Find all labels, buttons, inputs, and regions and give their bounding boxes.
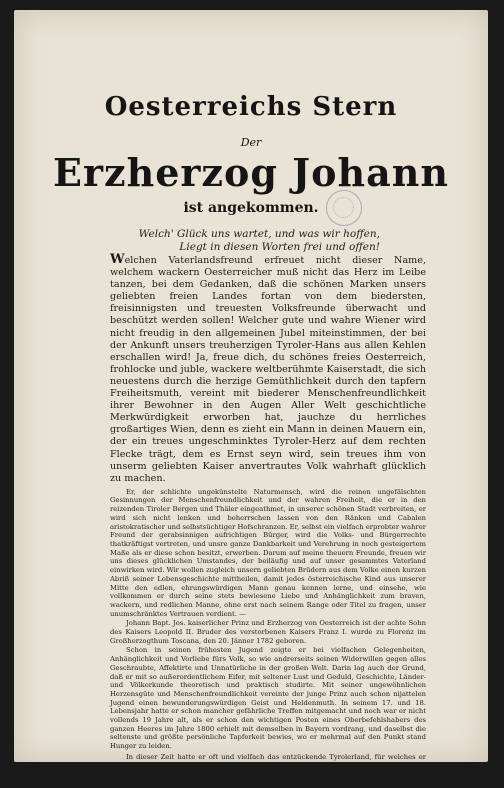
headline-der: Der xyxy=(240,136,262,149)
headline-name: Erzherzog Johann xyxy=(53,150,449,195)
paragraph-2: Er, der schlichte ungekünstelte Naturmensch, wird die reinen ungefälschten Gesinnungen der Menschenfreundlichkeit und der wahren Freiheit, die er in den reizenden Tiroler Bergen und Thäler eingeathmet, in unserer schönen Stadt verbreiten, er wird sich nicht lenken und beherrschen lassen von den Ränken und Cabalen aristokratischer und selbstsüchtiger Hofschranzen. Er, selbst ein vielfach erprobter wahrer Freund der gerabsinnigen aufrichtigen Bürger, wird die Volks- und Bürgerrechte thatkräftigst vertreten, und unsre ganze Dankbarkeit und Verehrung in noch gesteigertem Maße als er diese schon besitzt, erwerben. Darum auf meine theuern Freunde, freuen wir uns dieses glücklichen Umstandes, der beiläufig und auf unser gesammtes Vaterland einwirken wird. Wir wollen zugleich unsern geliebten Brüdern aus dem Volke einen kurzen Abriß seiner Lebensgeschichte mittheilen, damit jedes österreichische Kind aus unserer Mitte den edlen, ehrungswürdigen Mann genau kennen lerne, und einsehe, wie vollkommen er durch seine stets bewiesene Liebe und Anhänglichkeit zum braven, wackern, und redlichen Manne, ohne erst nach seinem Range oder Titel zu fragen, unser unumschränktes Vertrauen verdient. — xyxy=(110,487,426,618)
tagline-line-2: Liegt in diesen Worten frei und offen! xyxy=(179,241,380,253)
library-stamp-icon xyxy=(326,190,362,226)
paragraph-3: Johann Bapt. Jos. kaiserlicher Prinz und Erzherzog von Oesterreich ist der achte Sohn des Kaisers Leopold II. Bruder des verstorbenen Kaisers Franz I. wurde zu Florenz im Großherzogthum Toscana, den 20. Jänner 1782 geboren. xyxy=(110,619,426,645)
broadsheet-paper xyxy=(14,10,488,787)
paragraph-1 xyxy=(110,254,426,485)
paragraph-4: Schon in seinen frühesten Jugend zeigte er bei vielfachen Gelegenheiten, Anhänglichkeit und Vorliebe fürs Volk, so wie andrerseits seinen Widerwillen gegen alles Geschraubte, Affektirte und Unnatürliche in der großen Welt. Darin lag auch der Grund, daß er mit so außerordentlichem Eifer, mit seltener Lust und Geduld, Geschichte, Länder- und Völkerkunde theoretisch und praktisch studirte. Mit seiner ungewöhnlichen Herzensgüte und Menschenfreundlichkeit vereinte der junge Prinz auch schon nijattelen Jugend einen bewunderungswürdigen Geist und Heldenmuth. In seinem 17. und 18. Lebensjahr hatte er schon mancher gefährliche Treffen mitgemacht und noch war er nicht vollends 19 Jahre alt, als er schon den wichtigen Posten eines Oberbefehlshabers des ganzen Heeres im Jahre 1800 erhielt mit demselben in Bayern vordrang, und daselbst die seltenste und größte persönliche Tapferkeit bewies, wo er mehrmal auf den Punkt stand Hunger zu leiden. xyxy=(110,646,426,751)
drop-cap: W xyxy=(110,252,125,267)
headline-title: Oesterreichs Stern xyxy=(104,92,398,122)
paragraph-5: In dieser Zeit hatte er oft und vielfach das entzückende Tyrolerland, für welches er mit aufopfernder Liebe und Hingebung eingenommen war, nach allen Richtungen bereist, wobei er sich jederzeit mit väterlicher Fürsorge für die gemüthlichen Tyroler annahm, und trefflich und xyxy=(110,752,426,787)
tagline xyxy=(100,228,380,254)
paragraph-1-text: elchen Vaterlandsfreund erfreuet nicht dieser Name, welchem wackern Oesterreicher muß nicht das Herz im Leibe tanzen, bei dem Gedanken, daß die schönen Marken unsers geliebten freien Landes fortan von dem biedersten, freisinnigsten und treuesten Volksfreunde überwacht und beschützt werden sollen! Welcher gute und wahre Wiener wird nicht freudig in den allgemeinen Jubel miteinstimmen, der bei der Ankunft unsers treuherzigen Tyroler-Hans aus allen Kehlen erschallen wird! Ja, freue dich, du schönes freies Oesterreich, frohlocke und juble, wackere weltberühmte Kaiserstadt, die sich neuestens durch die herzige Gemüthlichkeit durch den tapfern Freiheitsmuth, vereint mit biederer Menschenfreundlichkeit ihrer Bewohner in den Augen Aller Welt geschichtliche Merkwürdigkeit erworben hat, jauchze du herrliches großartiges Wien, denn es zieht ein Mann in deinen Mauern ein, der ein treues ungeschminktes Tyroler-Herz auf dem rechten Flecke trägt, dem es Ernst seyn wird, sein treues ihm von unserm geliebten Kaiser anvertrautes Volk wahrhaft glücklich zu machen. xyxy=(110,255,426,484)
tagline-line-1: Welch' Glück uns wartet, und was wir hoffen, xyxy=(138,228,380,240)
headline-arrived: ist angekommen. xyxy=(183,200,319,216)
body-text xyxy=(110,254,426,788)
